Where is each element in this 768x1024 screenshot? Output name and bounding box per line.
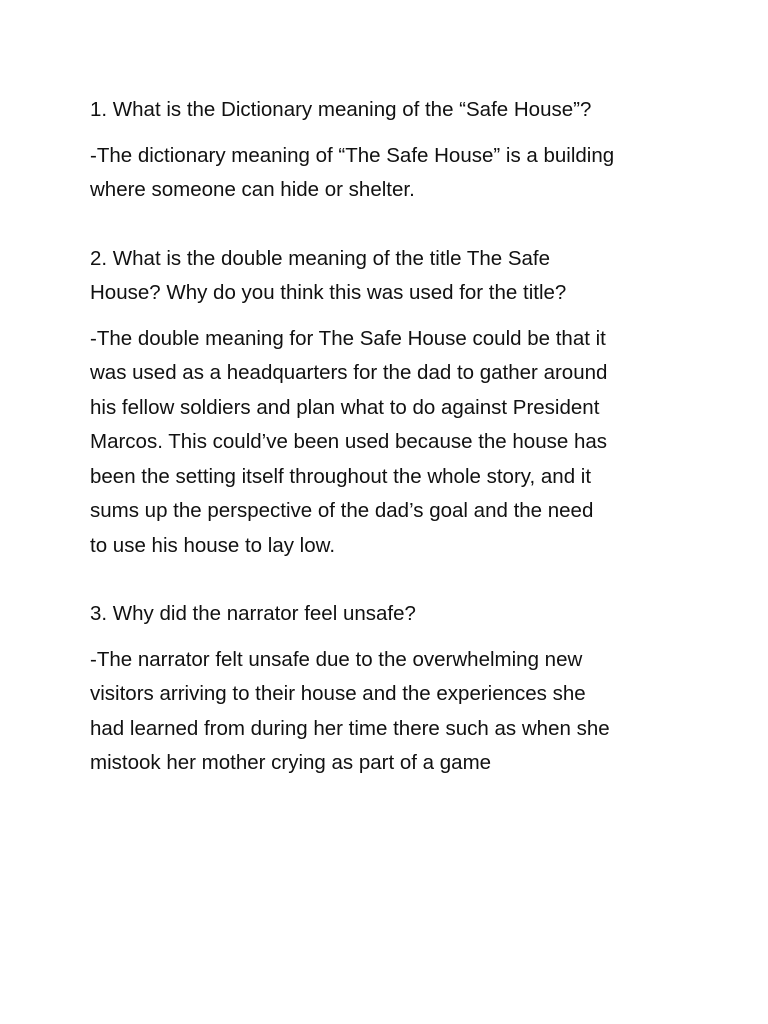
answer-2: -The double meaning for The Safe House could be that it was used as a headquarters for the dad to gather around his fellow soldiers and plan what to do against President Marcos. This could’ve been used because the house has been the setting itself throughout the whole story, and it sums up the perspective of the dad’s goal and the need to use his house to lay low. [90,326,608,557]
question-2: 2. What is the double meaning of the title The Safe House? Why do you think this was used for the title? [90,246,567,304]
question-1: 1. What is the Dictionary meaning of the “Safe House”? [90,98,592,121]
qa-block-2 [90,242,690,564]
qa-block-1 [90,93,690,208]
question-3: 3. Why did the narrator feel unsafe? [90,602,416,625]
document-body [90,93,690,781]
qa-block-3 [90,597,690,781]
answer-1: -The dictionary meaning of “The Safe House” is a building where someone can hide or shelter. [90,143,615,201]
answer-3: -The narrator felt unsafe due to the overwhelming new visitors arriving to their house and the experiences she had learned from during her time there such as when she mistook her mother crying as part of a game [90,647,610,774]
